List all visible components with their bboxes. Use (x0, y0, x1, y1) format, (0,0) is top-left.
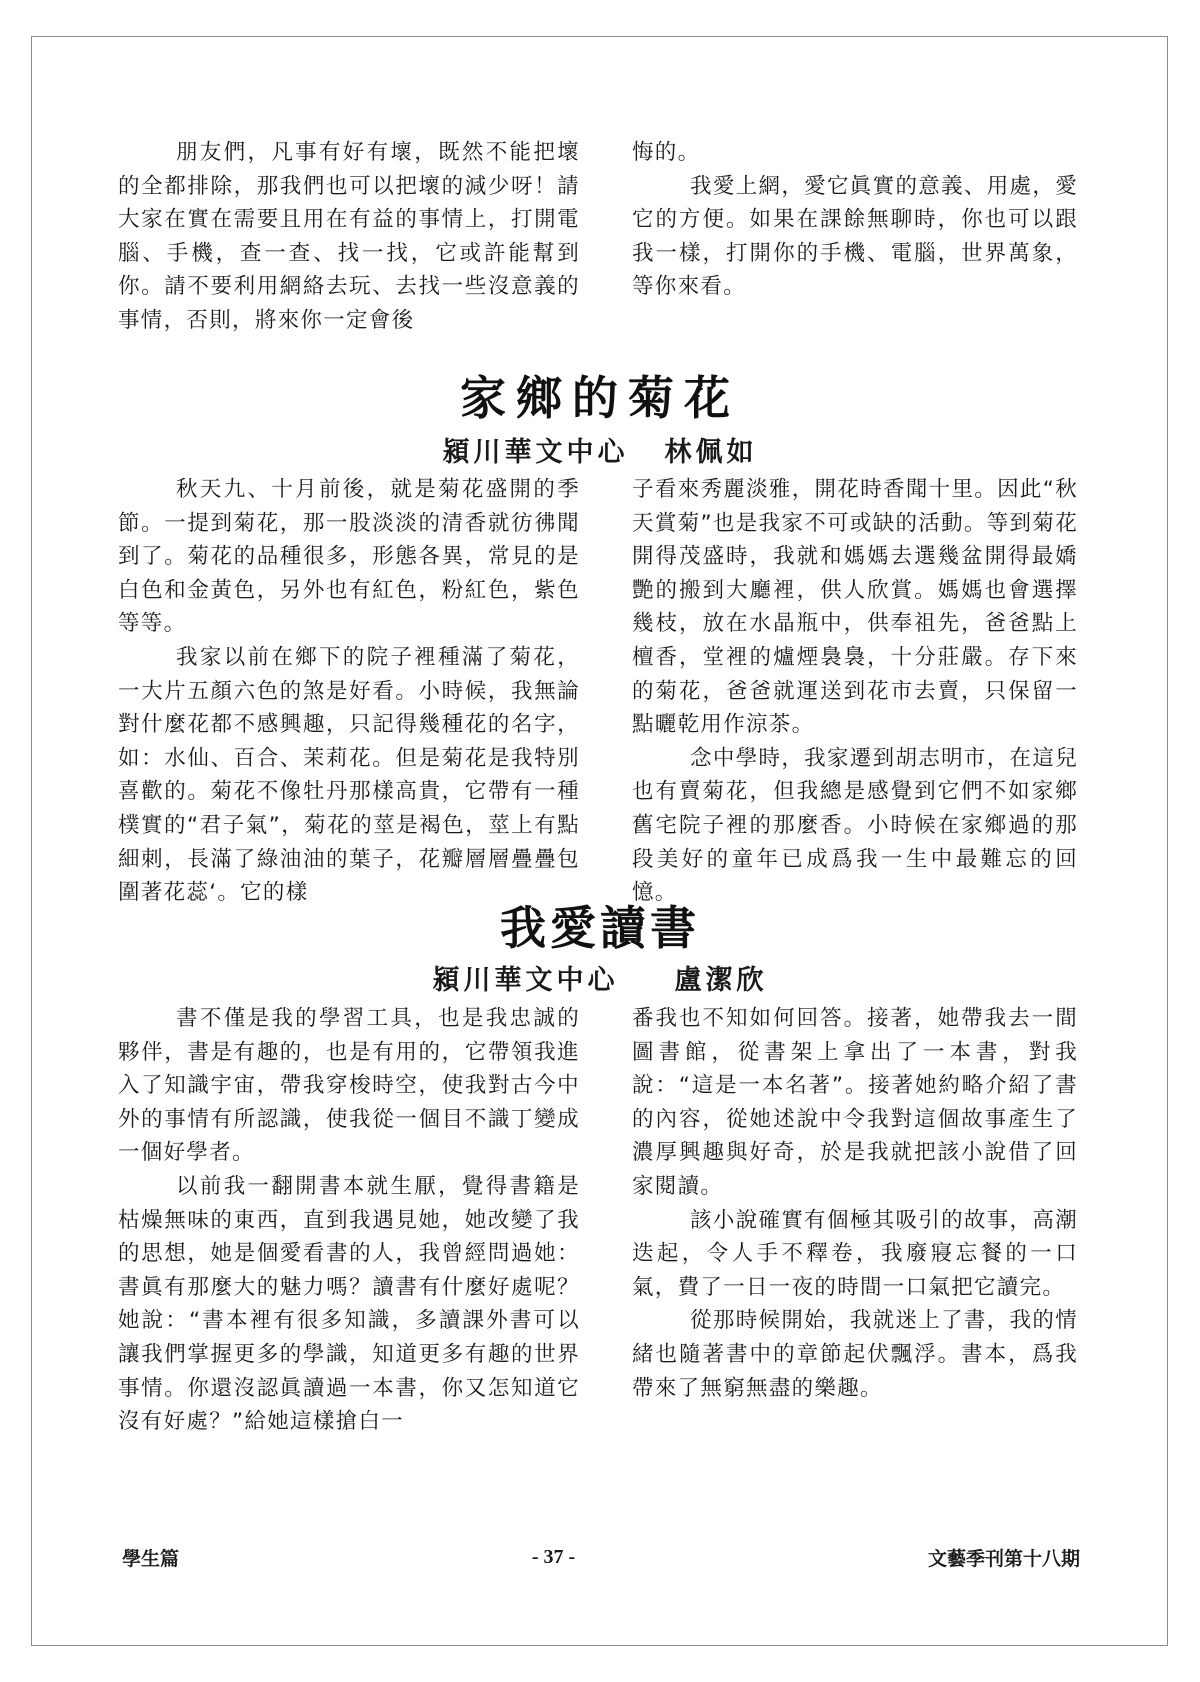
page-number: - 37 - (531, 1546, 576, 1568)
paragraph: 念中學時，我家遷到胡志明市，在這兒也有賣菊花，但我總是感覺到它們不如家鄉舊宅院子裡的那麼香。小時候在家鄉過的那段美好的童年已成爲我一生中最難忘的回憶。 (632, 745, 1078, 906)
paragraph: 書不僅是我的學習工具，也是我忠誠的夥伴，書是有趣的，也是有用的，它帶領我進入了知識宇宙，帶我穿梭時空，使我對古今中外的事情有所認識，使我從一個目不識丁變成一個好學者。 (118, 1006, 580, 1166)
paragraph: 我家以前在鄉下的院子裡種滿了菊花，一大片五顏六色的煞是好看。小時候，我無論對什麼花都不感興趣，只記得幾種花的名字，如：水仙、百合、茉莉花。但是菊花是我特別喜歡的。菊花不像牡丹那樣高貴，它帶有一種樸實的“君子氣”，菊花的莖是褐色，莖上有點細刺，長滿了綠油油的葉子，花瓣層層疊疊包圍著花蕊‘。它的樣 (118, 644, 580, 906)
intro-left-column (118, 136, 580, 338)
intro-section (118, 136, 1078, 338)
paragraph: 悔的。 (632, 140, 701, 165)
article-left-column (118, 1002, 580, 1439)
paragraph: 以前我一翻開書本就生厭，覺得書籍是枯燥無味的東西，直到我遇見她，她改變了我的思想，她是個愛看書的人，我曾經問過她：書眞有那麼大的魅力嗎？讀書有什麼好處呢？她說：“書本裡有很多知識，多讀課外書可以讓我們掌握更多的學識，知道更多有趣的世界事情。你還沒認眞讀過一本書，你又怎知道它沒有好處？”給她這樣搶白一 (118, 1173, 580, 1435)
paragraph: 從那時候開始，我就迷上了書，我的情緒也隨著書中的章節起伏飄浮。書本，爲我帶來了無窮無盡的樂趣。 (632, 1308, 1078, 1401)
footer-publication: 文藝季刊第十八期 (927, 1549, 1080, 1570)
footer-section-label: 學生篇 (122, 1549, 180, 1570)
page-footer (122, 1544, 1080, 1571)
article-byline (0, 958, 1200, 997)
paragraph: 秋天九、十月前後，就是菊花盛開的季節。一提到菊花，那一股淡淡的清香就彷彿聞到了。菊花的品種很多，形態各異，常見的是白色和金黃色，另外也有紅色，粉紅色，紫色等等。 (118, 477, 580, 637)
school-name: 潁川華文中心 (442, 437, 629, 468)
author-name: 林佩如 (664, 437, 758, 468)
paragraph: 我愛上網，愛它眞實的意義、用處，愛它的方便。如果在課餘無聊時，你也可以跟我一樣，打開你的手機、電腦，世界萬象，等你來看。 (632, 173, 1078, 300)
author-name: 盧潔欣 (674, 965, 768, 996)
article-body (118, 473, 1078, 910)
article-byline (0, 430, 1200, 469)
paragraph: 該小說確實有個極其吸引的故事，高潮迭起，令人手不釋卷，我廢寢忘餐的一口氣，費了一日一夜的時間一口氣把它讀完。 (632, 1207, 1078, 1300)
article-right-column (632, 1002, 1078, 1439)
article-right-column (632, 473, 1078, 910)
article-title: 家鄉的菊花 (460, 371, 740, 425)
paragraph: 朋友們，凡事有好有壞，既然不能把壞的全都排除，那我們也可以把壞的減少呀！請大家在實在需要且用在有益的事情上，打開電腦、手機，查一查、找一找，它或許能幫到你。請不要利用網絡去玩、去找一些沒意義的事情，否則，將來你一定會後 (118, 140, 580, 333)
paragraph: 子看來秀麗淡雅，開花時香聞十里。因此“秋天賞菊”也是我家不可或缺的活動。等到菊花開得茂盛時，我就和媽媽去選幾盆開得最嬌艷的搬到大廳裡，供人欣賞。媽媽也會選擇幾枝，放在水晶瓶中，供奉祖先，爸爸點上檀香，堂裡的爐煙裊裊，十分莊嚴。存下來的菊花，爸爸就運送到花市去賣，只保留一點曬乾用作涼茶。 (632, 477, 1078, 738)
paragraph: 番我也不知如何回答。接著，她帶我去一間圖書館，從書架上拿出了一本書，對我說：“這是一本名著”。接著她約略介紹了書的內容，從她述說中令我對這個故事產生了濃厚興趣與好奇，於是我就把該小說借了回家閱讀。 (632, 1006, 1078, 1199)
school-name: 潁川華文中心 (432, 965, 619, 996)
article-title: 我愛讀書 (500, 901, 700, 955)
intro-right-column (632, 136, 1078, 338)
article-body (118, 1002, 1078, 1439)
article-left-column (118, 473, 580, 910)
